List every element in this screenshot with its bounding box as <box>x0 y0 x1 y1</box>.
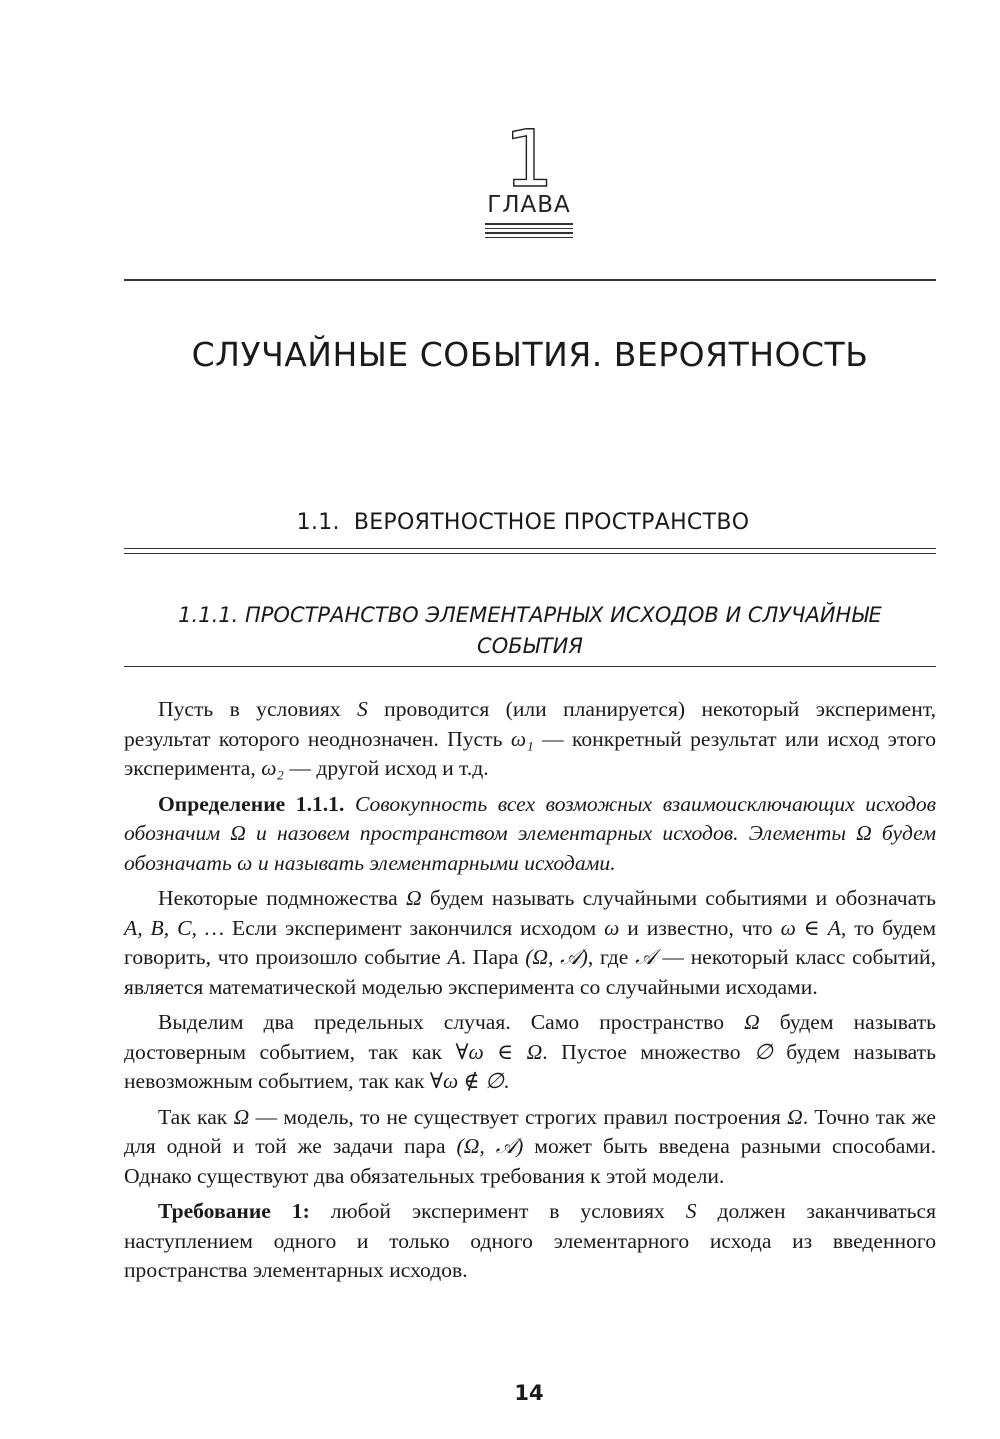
definition-paragraph: Определение 1.1.1. Совокупность всех возможных взаимоисключающих исходов обозначим Ω и назовем пространством элементарных исходов. Элементы Ω будем обозначать ω и называть элементарными исходами. <box>124 791 937 875</box>
chapter-number: 1 <box>504 115 554 205</box>
section-number: 1.1. <box>296 510 340 535</box>
chapter-label: ГЛАВА <box>487 192 571 218</box>
chapter-title: СЛУЧАЙНЫЕ СОБЫТИЯ. ВЕРОЯТНОСТЬ <box>191 335 869 374</box>
paragraph-intro: Пусть в условиях S проводится (или планируется) некоторый эксперимент, результат которого неоднозначен. Пусть ω₁ — конкретный результат или исход этого эксперимента, ω₂ — другой исход и т.д. <box>124 697 937 780</box>
chapter-underline <box>485 223 573 241</box>
subsection-heading <box>124 600 936 662</box>
paragraph-model: Так как Ω — модель, то не существует строгих правил построения Ω. Точно так же для одной и той же задачи пара (Ω, 𝒜) может быть введена разными способами. Однако существуют два обязательных требования к этой модели. <box>124 1104 937 1188</box>
paragraph-limit-cases: Выделим два предельных случая. Само пространство Ω будем называть достоверным событием, так как ∀ω ∈ Ω. Пустое множество ∅ будем называть невозможным событием, так как ∀ω ∉ ∅. <box>124 1010 936 1093</box>
requirement-label: Требование 1: <box>158 1199 310 1223</box>
subsection-divider <box>124 666 936 667</box>
requirement-paragraph: Требование 1: любой эксперимент в условиях S должен заканчиваться наступлением одного и только одного элементарного исхода из введенного пространства элементарных исходов. <box>124 1199 937 1282</box>
math-omega2: ω₂ <box>261 756 284 780</box>
body-text <box>124 695 936 1292</box>
section-title: ВЕРОЯТНОСТНОЕ ПРОСТРАНСТВО <box>353 510 750 535</box>
section-heading <box>124 510 936 535</box>
math-omega1: ω₁ <box>510 726 534 751</box>
section-divider-top <box>124 548 936 549</box>
page-number: 14 <box>514 1381 544 1405</box>
paragraph-events: Некоторые подмножества Ω будем называть случайными событиями и обозначать A, B, C, … Если эксперимент закончился исходом ω и известно, что ω ∈ A, то будем говорить, что произошло событие A. Пара (Ω, 𝒜), где 𝒜 — некоторый класс событий, является математической моделью эксперимента со случайными исходами. <box>124 886 936 999</box>
subsection-title-line1: 1.1.1. ПРОСТРАНСТВО ЭЛЕМЕНТАРНЫХ ИСХОДОВ И СЛУЧАЙНЫЕ <box>178 603 882 627</box>
subsection-title-line2: СОБЫТИЯ <box>477 634 583 658</box>
chapter-divider <box>124 279 936 281</box>
math-s: S <box>356 697 368 721</box>
definition-label: Определение 1.1.1. <box>158 791 345 816</box>
section-divider-bottom <box>124 553 936 554</box>
